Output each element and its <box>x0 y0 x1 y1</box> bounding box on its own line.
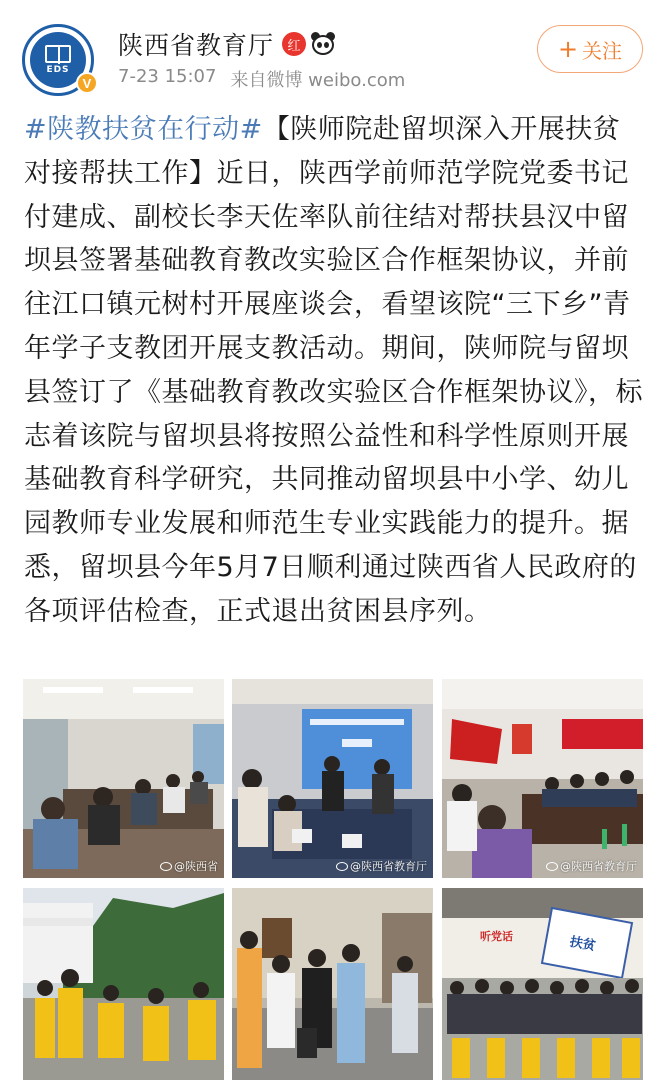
weibo-logo-icon <box>160 862 172 871</box>
flag-text: 扶贫 <box>568 934 597 955</box>
photo-1[interactable] <box>23 679 224 878</box>
avatar-text: EDS <box>46 65 70 75</box>
post-content <box>24 108 644 634</box>
photo-5[interactable] <box>232 888 433 1080</box>
sign-text: 听党话 <box>480 930 513 943</box>
red-badge-icon: 红 <box>282 32 306 56</box>
verified-badge-icon: V <box>76 72 98 94</box>
photo-2[interactable] <box>232 679 433 878</box>
post-timestamp: 7-23 15:07 <box>118 66 217 87</box>
photo-watermark: @陕西省 <box>160 858 218 874</box>
plus-icon: + <box>557 35 579 63</box>
photo-watermark: @陕西省教育厅 <box>546 858 637 874</box>
post-source[interactable]: 来自微博 weibo.com <box>230 70 406 91</box>
post-header <box>0 0 666 110</box>
weibo-logo-icon <box>546 862 558 871</box>
photo-4[interactable] <box>23 888 224 1080</box>
photo-6[interactable] <box>442 888 643 1080</box>
panda-icon <box>310 31 336 57</box>
book-icon <box>45 45 71 63</box>
follow-button[interactable] <box>537 25 643 73</box>
post-body: 【陕师院赴留坝深入开展扶贫对接帮扶工作】近日，陕西学前师范学院党委书记付建成、副校长李天佐率队前往结对帮扶县汉中留坝县签署基础教育教改实验区合作框架协议，并前往江口镇元树村开展座谈会，看望该院“三下乡”青年学子支教团开展支教活动。期间，陕师院与留坝县签订了《基础教育教改实验区合作框架协议》，标志着该院与留坝县将按照公益性和科学性原则开展基础教育科学研究，共同推动留坝县中小学、幼儿园教师专业发展和师范生专业实践能力的提升。据悉，留坝县今年5月7日顺利通过陕西省人民政府的各项评估检查，正式退出贫困县序列。 <box>24 114 643 627</box>
post-meta <box>118 66 405 92</box>
photo-grid <box>23 679 643 1080</box>
photo-watermark: @陕西省教育厅 <box>336 858 427 874</box>
photo-3[interactable] <box>442 679 643 878</box>
hashtag-link[interactable]: #陕教扶贫在行动# <box>24 114 263 145</box>
weibo-logo-icon <box>336 862 348 871</box>
name-row <box>118 26 336 62</box>
account-name[interactable]: 陕西省教育厅 <box>118 31 275 60</box>
follow-label: 关注 <box>582 38 623 63</box>
